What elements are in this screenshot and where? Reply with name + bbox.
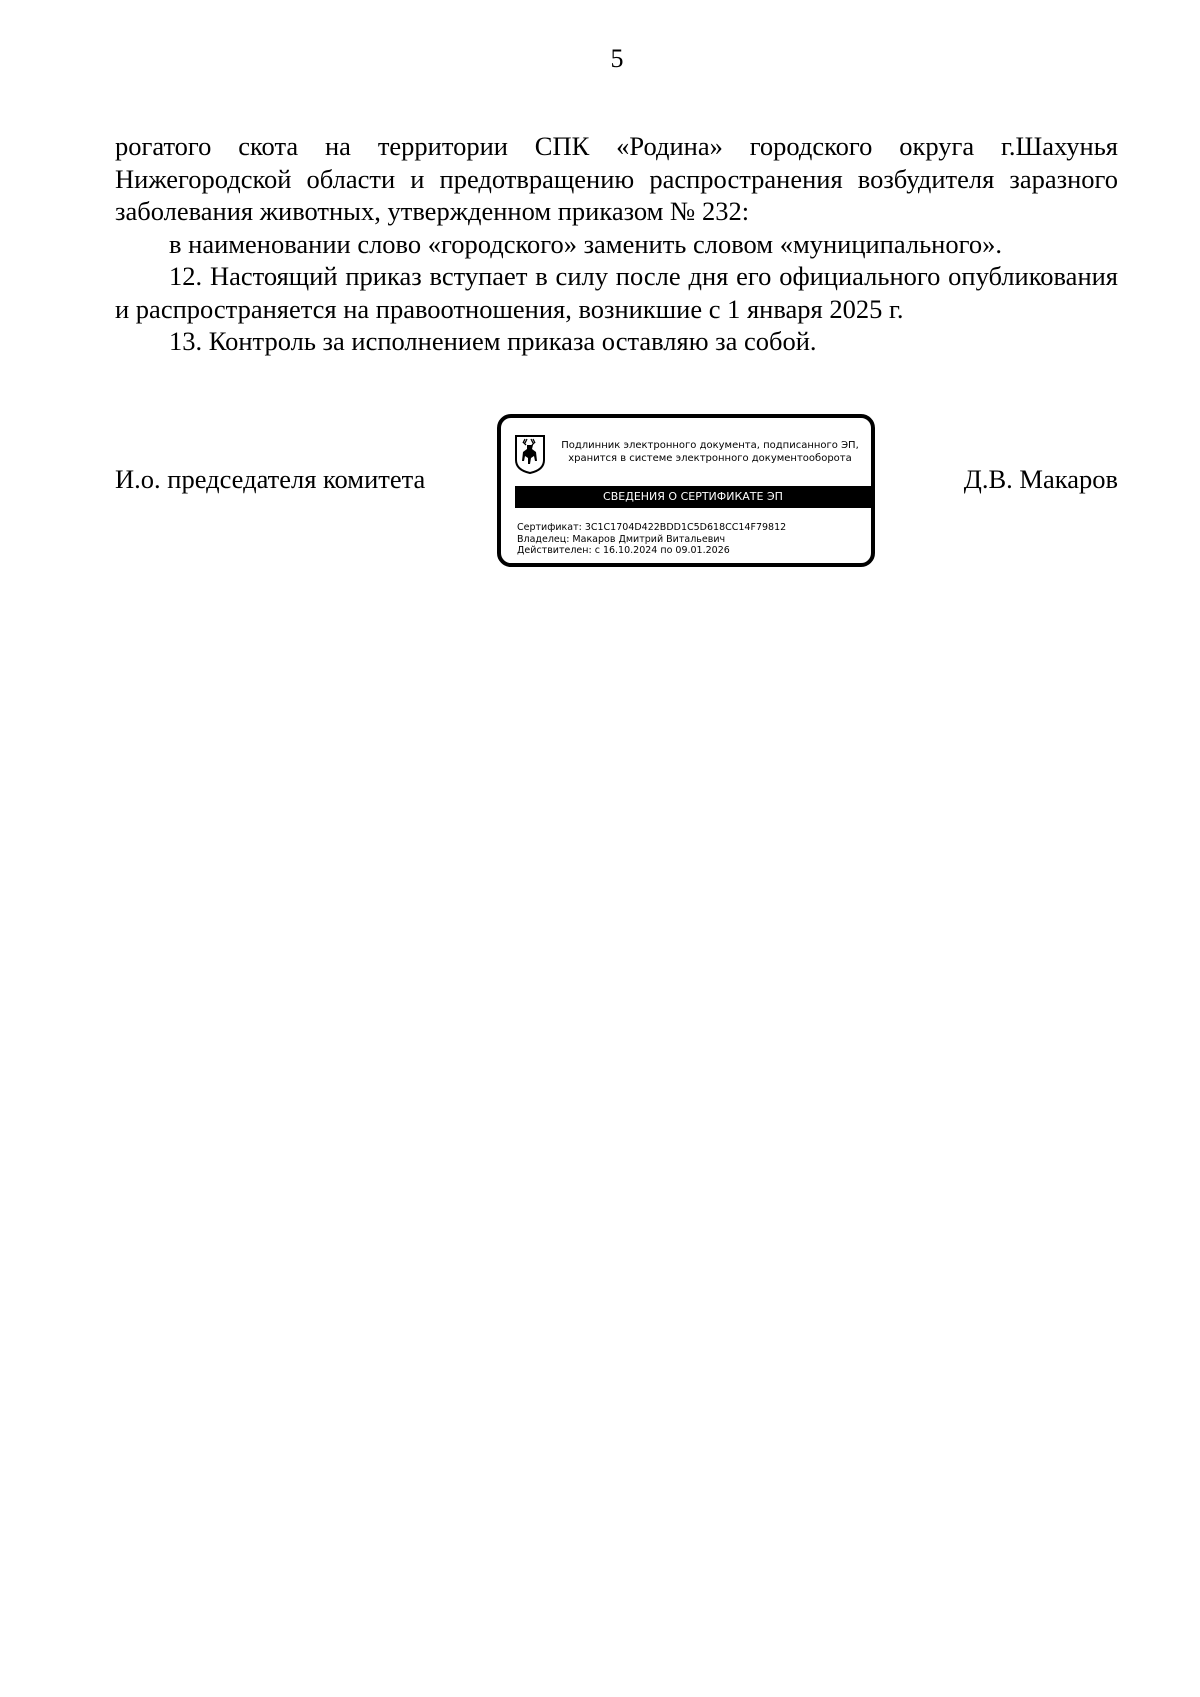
signatory-title: И.о. председателя комитета [115, 464, 426, 494]
paragraph-amendment: в наименовании слово «городского» заменить словом «муниципального». [169, 228, 1002, 259]
signatory-name: Д.В. Макаров [963, 464, 1118, 494]
certificate-info-band: СВЕДЕНИЯ О СЕРТИФИКАТЕ ЭП [515, 486, 871, 508]
page-number: 5 [610, 44, 624, 73]
stamp-header-line: Подлинник электронного документа, подписанного ЭП, [561, 440, 859, 451]
paragraph-item-12: 12. Настоящий приказ вступает в силу после дня его официального опубликования и распространяется на правоотношения, возникшие с 1 января 2025 г. [115, 261, 1118, 324]
paragraph-item-13: 13. Контроль за исполнением приказа оставляю за собой. [169, 326, 817, 356]
certificate-owner: Владелец: Макаров Дмитрий Витальевич [517, 533, 726, 545]
certificate-details [517, 522, 786, 557]
stamp-header-line: хранится в системе электронного документооборота [568, 452, 852, 464]
certificate-number: Сертификат: 3C1C1704D422BDD1C5D618CC14F79812 [517, 522, 787, 533]
stamp-header [551, 440, 869, 465]
document-body [115, 130, 1118, 358]
signature-block [0, 412, 1200, 582]
electronic-signature-stamp [497, 414, 875, 567]
certificate-validity: Действителен: с 16.10.2024 по 09.01.2026 [517, 545, 730, 556]
deer-emblem-icon [514, 434, 546, 474]
paragraph-continuation: рогатого скота на территории СПК «Родина» городского округа г.Шахунья Нижегородской области и предотвращению распространения возбудителя заразного заболевания животных, утвержденном приказом № 232: [115, 131, 1118, 226]
